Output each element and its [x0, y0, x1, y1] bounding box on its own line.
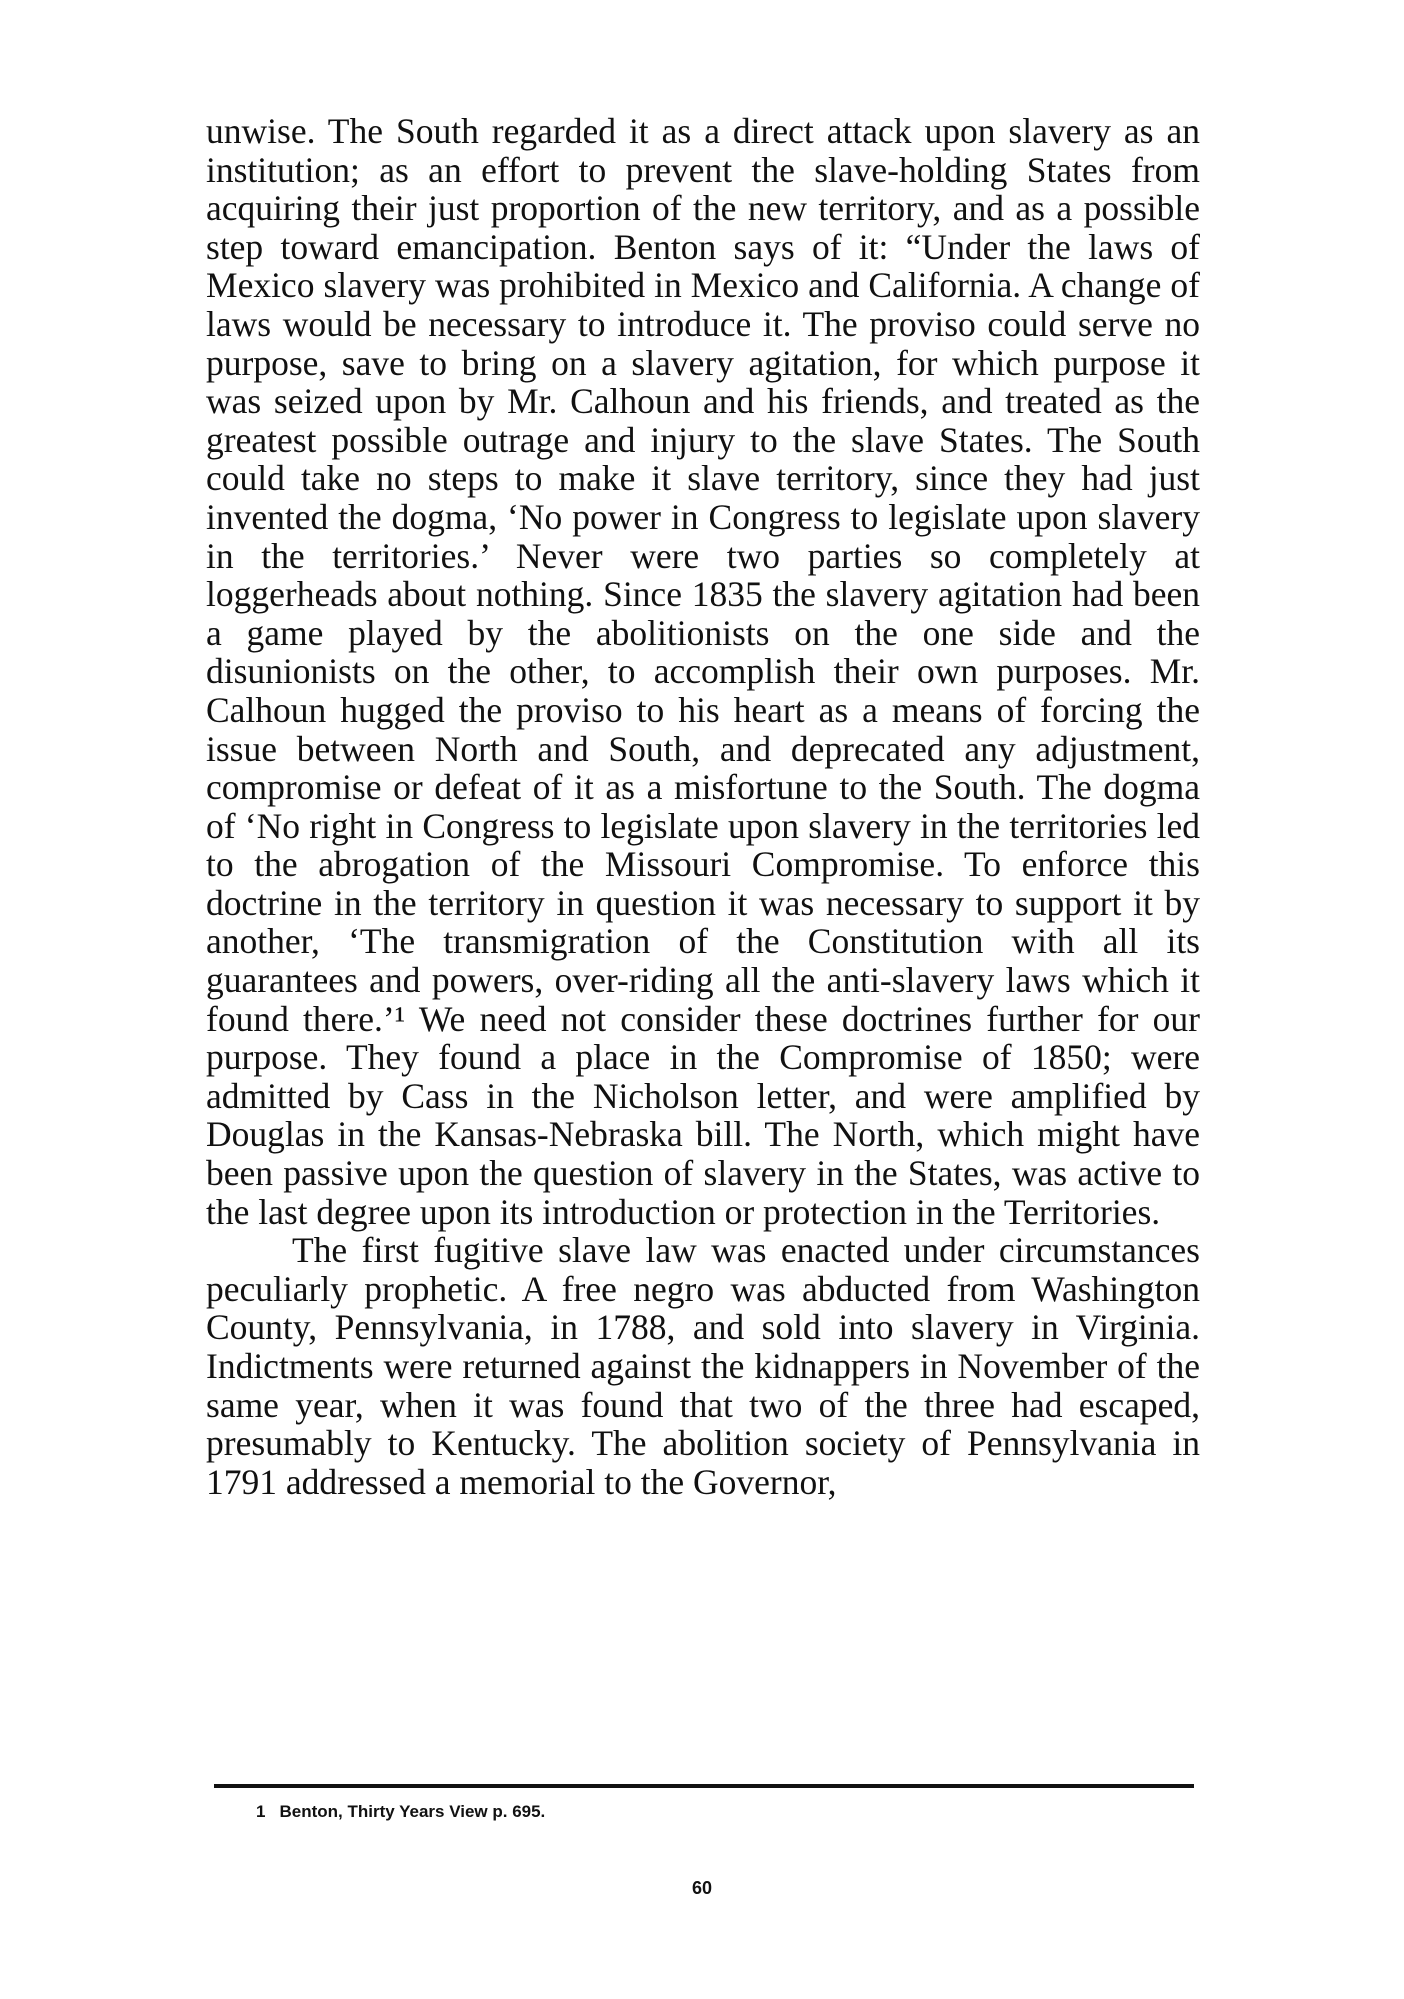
footnote-text: Benton, Thirty Years View p. 695. — [279, 1802, 546, 1821]
paragraph-1: unwise. The South regarded it as a direct attack upon slavery as an institution; as an effort to prevent the slave-holding States from acquiring their just proportion of the new territory, and as a possible step toward emancipation. Benton says of it: “Under the laws of Mexico slavery was prohibited in Mexico and California. A change of laws would be necessary to introduce it. The proviso could serve no purpose, save to bring on a slavery agitation, for which purpose it was seized upon by Mr. Calhoun and his friends, and treated as the greatest possible outrage and injury to the slave States. The South could take no steps to make it slave territory, since they had just invented the dogma, ‘No power in Congress to legislate upon slavery in the territories.’ Never were two parties so completely at loggerheads about nothing. Since 1835 the slavery agitation had been a game played by the abolitionists on the one side and the disunionists on the other, to accomplish their own purposes. Mr. Calhoun hugged the proviso to his heart as a means of forcing the issue between North and South, and deprecated any adjustment, compromise or defeat of it as a misfortune to the South. The dogma of ‘No right in Congress to legislate upon slavery in the territories led to the abrogation of the Missouri Compromise. To enforce this doctrine in the territory in question it was necessary to support it by another, ‘The transmigration of the Constitution with all its guarantees and powers, over-riding all the anti-slavery laws which it found there.’¹ We need not consider these doctrines further for our purpose. They found a place in the Compromise of 1850; were admitted by Cass in the Nicholson letter, and were amplified by Douglas in the Kansas-Nebraska bill. The North, which might have been passive upon the question of slavery in the States, was active to the last degree upon its introduction or protection in the Territories. — [206, 111, 1200, 1232]
footnote-number: 1 — [256, 1802, 266, 1821]
footnote — [256, 1802, 545, 1822]
body-text — [206, 112, 1200, 1501]
footnote-divider — [214, 1784, 1194, 1788]
page-number: 60 — [691, 1878, 713, 1898]
paragraph-2: The first fugitive slave law was enacted under circumstances peculiarly prophetic. A free negro was abducted from Washington County, Pennsylvania, in 1788, and sold into slavery in Virginia. Indictments were returned against the kidnappers in November of the same year, when it was found that two of the three had escaped, presumably to Kentucky. The abolition society of Pennsylvania in 1791 addressed a memorial to the Governor, — [206, 1230, 1200, 1502]
